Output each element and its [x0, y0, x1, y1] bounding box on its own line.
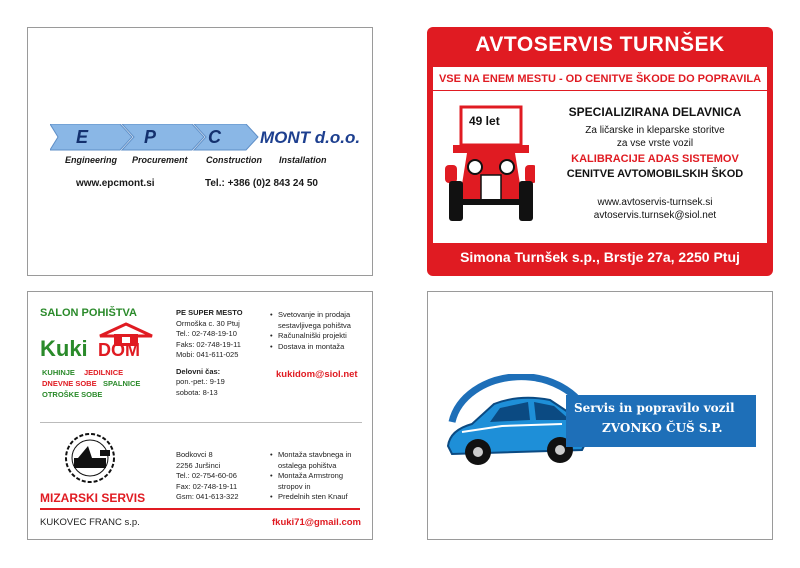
- kuki-salon-title: SALON POHIŠTVA: [40, 307, 137, 319]
- kuki-red-rule: [40, 508, 360, 510]
- kukidom-card: [27, 291, 373, 540]
- zvonko-line-1: Servis in popravilo vozil: [574, 401, 735, 415]
- epc-sub-engineering: Engineering: [65, 155, 118, 165]
- epc-sub-installation: Installation: [279, 155, 327, 165]
- kuki-hours-title: Delovni čas:: [176, 366, 221, 376]
- kuki-cat-kuhinje: KUHINJE: [42, 368, 75, 377]
- kuki-address2-city: 2256 Juršinci: [176, 460, 221, 470]
- kuki-mobi: Mobi: 041-611-025: [176, 350, 239, 359]
- zvonko-line-2: ZVONKO ČUŠ S.P.: [602, 421, 723, 435]
- zvonko-banner: [566, 395, 756, 447]
- kuki-cat-jedilnice: JEDILNICE: [84, 368, 124, 377]
- kuki-address2-fax: Fax: 02-748-19-11: [176, 481, 238, 491]
- kuki-address2-block: [176, 450, 239, 503]
- avto-email[interactable]: avtoservis.turnsek@siol.net: [593, 210, 717, 221]
- kuki-hours-weekday: pon.-pet.: 9-19: [176, 377, 225, 386]
- kuki-services-bottom: [270, 450, 368, 503]
- avto-divider: [433, 90, 767, 91]
- kuki-address-block: [176, 308, 243, 398]
- kuki-hours-saturday: sobota: 8-13: [176, 387, 218, 397]
- avto-website[interactable]: www.avtoservis-turnsek.si: [597, 197, 713, 208]
- epc-company-name: MONT d.o.o.: [260, 128, 361, 147]
- avto-slogan: VSE NA ENEM MESTU - OD CENITVE ŠKODE DO POPRAVILA: [438, 73, 762, 85]
- kuki-mizarski-title: MIZARSKI SERVIS: [40, 491, 146, 505]
- avtoservis-card: [427, 27, 773, 276]
- kuki-brand-dom: DOM: [98, 340, 140, 360]
- avto-title: AVTOSERVIS TURNŠEK: [475, 33, 725, 56]
- avto-line-2: za vse vrste vozil: [616, 138, 694, 149]
- kuki-email-top[interactable]: kukidom@siol.net: [276, 369, 358, 380]
- list-item: • Predelnih sten Knauf: [270, 492, 368, 503]
- kuki-address-line: Ormoška c. 30 Ptuj: [176, 318, 240, 328]
- kuki-fax: Faks: 02-748-19-11: [176, 339, 241, 349]
- list-item: • Montaža stavbnega in ostalega pohištva: [270, 450, 368, 471]
- kuki-divider: [40, 422, 362, 423]
- kuki-address2-gsm: Gsm: 041-613-322: [176, 492, 239, 501]
- avto-estimates: CENITVE AVTOMOBILSKIH ŠKOD: [566, 168, 744, 180]
- kuki-brand-kuki: Kuki: [40, 336, 88, 361]
- list-item: • Montaža Armstrong stropov in: [270, 471, 368, 492]
- avto-footer: Simona Turnšek s.p., Brstje 27a, 2250 Ptuj: [460, 249, 740, 265]
- circular-saw-icon: [62, 430, 118, 486]
- kuki-address2-street: Bodkovci 8: [176, 450, 213, 459]
- kuki-address-title: PE SUPER MESTO: [176, 308, 243, 317]
- kuki-cat-otroske-sobe: OTROŠKE SOBE: [42, 390, 103, 399]
- list-item: • Računalniški projekti: [270, 331, 365, 342]
- epc-letter-p: P: [144, 127, 157, 147]
- zvonko-card: [427, 291, 773, 540]
- epc-sub-procurement: Procurement: [132, 155, 188, 165]
- kuki-address2-tel: Tel.: 02-754-60-06: [176, 471, 237, 480]
- kuki-cat-spalnice: SPALNICE: [103, 379, 141, 388]
- epc-sub-construction: Construction: [206, 155, 262, 165]
- kuki-email-bottom[interactable]: fkuki71@gmail.com: [272, 517, 361, 528]
- avto-specialized: SPECIALIZIRANA DELAVNICA: [568, 105, 742, 119]
- kuki-tel: Tel.: 02-748-19-10: [176, 329, 237, 338]
- avto-content-panel: [433, 67, 767, 243]
- list-item: • Svetovanje in prodaja sestavljivega pohištva: [270, 310, 365, 331]
- avto-line-1: Za ličarske in kleparske storitve: [585, 125, 725, 136]
- kuki-cat-dnevne-sobe: DNEVNE SOBE: [42, 379, 97, 388]
- epc-website: www.epcmont.si: [76, 178, 155, 189]
- avto-adas: KALIBRACIJE ADAS SISTEMOV: [571, 153, 739, 165]
- kuki-services-top: [270, 310, 365, 352]
- avto-years-badge: 49 let: [469, 114, 500, 128]
- epc-letter-e: E: [76, 127, 89, 147]
- epc-mont-card: [27, 27, 373, 276]
- epc-letter-c: C: [208, 127, 221, 147]
- kuki-owner: KUKOVEC FRANC s.p.: [40, 517, 140, 528]
- list-item: • Dostava in montaža: [270, 342, 365, 353]
- epc-phone: Tel.: +386 (0)2 843 24 50: [205, 178, 318, 189]
